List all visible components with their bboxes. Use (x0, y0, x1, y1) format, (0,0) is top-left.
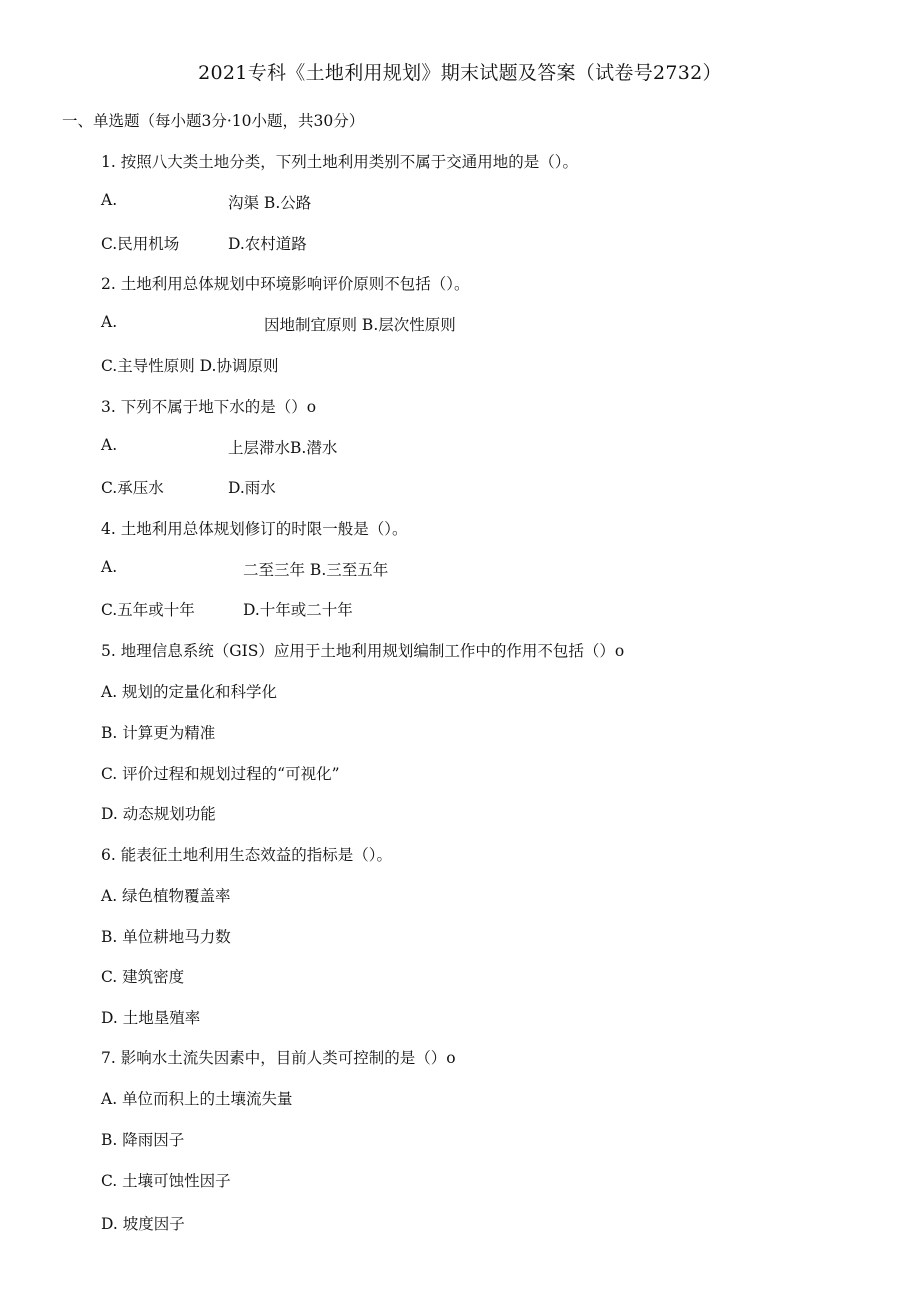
question-2-stem: 2. 土地利用总体规划中环境影响评价原则不包括（）。 (101, 275, 470, 293)
question-4-stem: 4. 土地利用总体规划修订的时限一般是（）。 (101, 520, 408, 538)
question-2-options-row-1 (101, 313, 551, 335)
question-7-option-c: C. 土壤可蚀性因子 (101, 1172, 231, 1190)
option-text: 沟渠 B.公路 (228, 194, 312, 212)
option-text: D.农村道路 (228, 235, 307, 253)
question-6-option-a: A. 绿色植物覆盖率 (101, 887, 231, 905)
question-5-option-b: B. 计算更为精准 (101, 724, 216, 742)
section-heading: 一、单选题（每小题3分·10小题，共30分） (62, 112, 365, 130)
question-3-stem: 3. 下列不属于地下水的是（）o (101, 398, 317, 416)
option-text: C.五年或十年 (101, 601, 195, 619)
question-7-option-b: B. 降雨因子 (101, 1131, 185, 1149)
option-text: D.雨水 (228, 479, 276, 497)
option-label: A. (101, 191, 118, 209)
option-label: A. (101, 313, 118, 331)
question-1-stem: 1. 按照八大类土地分类，下列土地利用类别不属于交通用地的是（）。 (101, 153, 578, 171)
question-2-options-row-2: C.主导性原则 D.协调原则 (101, 357, 279, 375)
question-7-option-a: A. 单位而积上的土壤流失量 (101, 1090, 293, 1108)
option-text: C.承压水 (101, 479, 164, 497)
question-1-options-row-1 (101, 191, 501, 213)
question-4-options-row-1 (101, 558, 501, 580)
option-text: C.民用机场 (101, 235, 180, 253)
question-3-options-row-1 (101, 436, 501, 458)
option-text: 上层滞水B.潜水 (228, 439, 338, 457)
question-3-options-row-2 (101, 476, 501, 498)
option-text: 二至三年 B.三至五年 (243, 561, 389, 579)
question-6-option-c: C. 建筑密度 (101, 968, 185, 986)
question-1-options-row-2 (101, 232, 501, 254)
page-title: 2021专科《土地利用规划》期末试题及答案（试卷号2732） (198, 62, 722, 84)
question-6-stem: 6. 能表征土地利用生态效益的指标是（）。 (101, 846, 392, 864)
question-5-option-d: D. 动态规划功能 (101, 805, 216, 823)
question-6-option-d: D. 土地垦殖率 (101, 1009, 201, 1027)
option-text: 因地制宜原则 B.层次性原则 (264, 316, 456, 334)
option-label: A. (101, 558, 118, 576)
question-5-option-c: C. 评价过程和规划过程的“可视化” (101, 765, 340, 783)
question-7-stem: 7. 影响水土流失因素中，目前人类可控制的是（）o (101, 1049, 456, 1067)
question-5-stem: 5. 地理信息系统（GIS）应用于土地利用规划编制工作中的作用不包括（）o (101, 642, 625, 660)
question-4-options-row-2 (101, 598, 501, 620)
question-5-option-a: A. 规划的定量化和科学化 (101, 683, 278, 701)
question-6-option-b: B. 单位耕地马力数 (101, 928, 231, 946)
option-label: A. (101, 436, 118, 454)
option-text: D.十年或二十年 (243, 601, 353, 619)
question-7-option-d: D. 坡度因子 (101, 1215, 185, 1233)
